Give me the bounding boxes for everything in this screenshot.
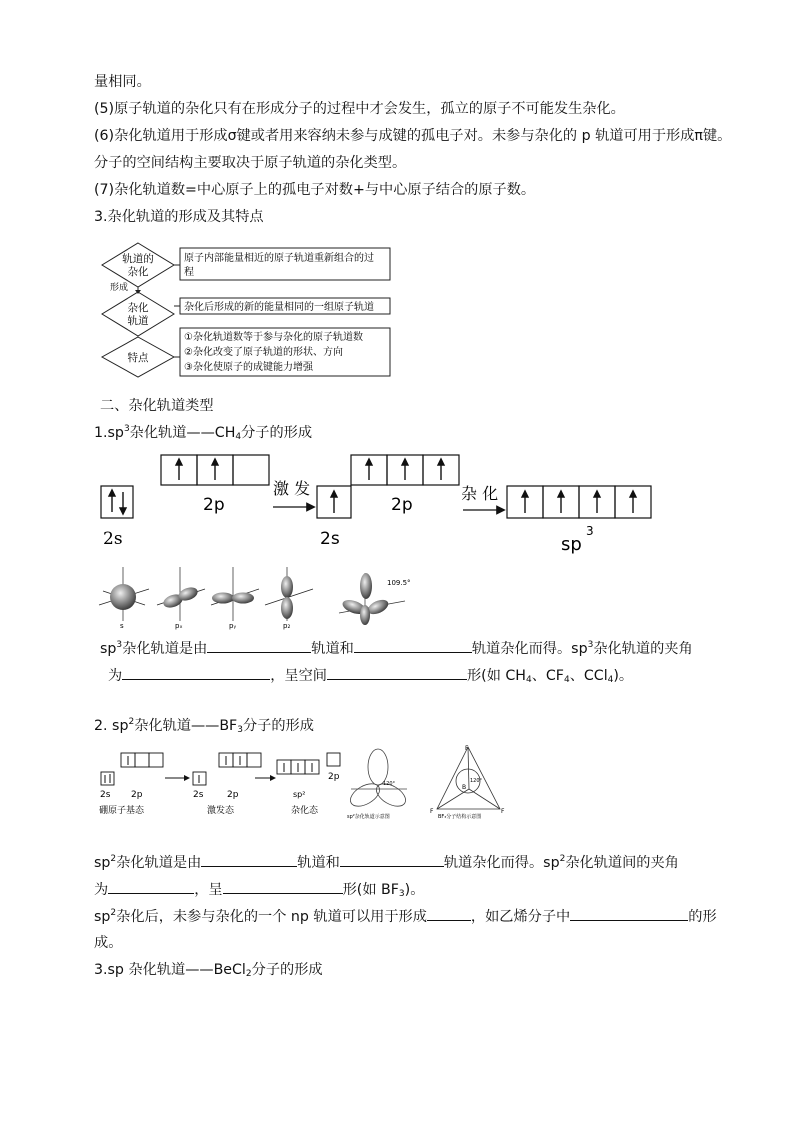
- atom-f-left: F: [430, 808, 434, 815]
- orbital-shapes-figure: [95, 565, 415, 635]
- diamond-1-line2: 杂化: [127, 266, 149, 278]
- answer-blank[interactable]: [327, 665, 467, 680]
- box-1-text-2: 程: [184, 267, 194, 278]
- sp3-question-line2: 为 ，呈空间 形(如 $CH_4$、$CF_4$、CCl$_4$)。: [108, 665, 633, 686]
- orb-label-px: pₓ: [175, 622, 183, 630]
- s-orbital: [110, 584, 136, 610]
- sp-heading: 3.sp 杂化轨道——BeCl$_2$分子的形成: [94, 962, 323, 979]
- label-2s-excited: 2s: [320, 529, 340, 549]
- label-2s: 2s: [103, 529, 123, 549]
- sp3-orbital-box-diagram: [95, 452, 665, 562]
- diamond-hybrid-orbital: [102, 292, 174, 336]
- answer-blank[interactable]: [223, 879, 343, 894]
- answer-blank[interactable]: [207, 638, 311, 653]
- sp3-question-line1: $sp^3$杂化轨道是由 轨道和 轨道杂化而得。$sp^3$杂化轨道的夹角: [100, 640, 693, 657]
- answer-blank[interactable]: [340, 852, 444, 867]
- caption-orbital: sp²杂化轨道示意图: [347, 814, 390, 820]
- label-2p: 2p: [203, 495, 225, 515]
- answer-blank[interactable]: [570, 906, 688, 921]
- box-3-item-1: ①杂化轨道数等于参与杂化的原子轨道数: [184, 332, 363, 343]
- diamond-3-label: 特点: [127, 352, 149, 364]
- text-line: 量相同。: [94, 74, 151, 90]
- orb-label-pz: p₂: [283, 622, 291, 630]
- sp2-orbital-diagram: [95, 745, 525, 825]
- orb-label-py: pᵧ: [229, 622, 237, 630]
- diamond-2-line2: 轨道: [127, 315, 149, 327]
- sp2-question-line1: $sp^2$杂化轨道是由 轨道和 轨道杂化而得。$sp^2$杂化轨道间的夹角: [94, 854, 679, 871]
- diamond-2-line1: 杂化: [127, 302, 149, 314]
- box-2-text: 杂化后形成的新的能量相同的一组原子轨道: [184, 302, 374, 313]
- section-title: 二、杂化轨道类型: [100, 398, 214, 414]
- angle-label: 109.5°: [387, 579, 411, 587]
- lab-2s-excited: 2s: [193, 790, 204, 800]
- label-sp3: sp: [561, 534, 582, 555]
- sp2-question-line3: $sp^2$杂化后，未参与杂化的一个 np 轨道可以用于形成 ，如乙烯分子中 的形: [94, 908, 717, 925]
- lab-2s: 2s: [100, 790, 111, 800]
- label-sp3-sup: 3: [586, 524, 594, 538]
- sp2-heading: 2. $sp^2$杂化轨道$——BF_3$分子的形成: [94, 717, 314, 735]
- label-excite: 激 发: [273, 479, 311, 498]
- sp2-question-line2: 为 ，呈 形(如 $BF_3$)。: [94, 879, 424, 900]
- atom-f-top: F: [465, 745, 469, 752]
- answer-blank[interactable]: [354, 638, 472, 653]
- box-3-item-2: ②杂化改变了原子轨道的形状、方向: [184, 347, 343, 358]
- answer-blank[interactable]: [201, 852, 297, 867]
- box-1-text: 原子内部能量相近的原子轨道重新组合的过: [184, 253, 374, 264]
- text-line: 成。: [94, 935, 123, 951]
- text-line: (6)杂化轨道用于形成σ键或者用来容纳未参与成键的孤电子对。未参与杂化的 p 轨道可用于形成π键。: [94, 128, 732, 144]
- text-line: (7)杂化轨道数=中心原子上的孤电子对数+与中心原子结合的原子数。: [94, 182, 536, 198]
- text-line: 分子的空间结构主要取决于原子轨道的杂化类型。: [94, 155, 407, 171]
- sp3-heading: $1.sp^3$杂化轨道$——CH_4$分子的形成: [94, 424, 313, 442]
- atom-b: B: [462, 784, 467, 791]
- section-heading: 3.杂化轨道的形成及其特点: [94, 209, 264, 225]
- label-hybrid: 杂 化: [461, 484, 499, 503]
- lab-2p-excited: 2p: [227, 790, 239, 800]
- box-3-item-3: ③杂化使原子的成键能力增强: [184, 362, 313, 373]
- answer-blank[interactable]: [427, 906, 471, 921]
- answer-blank[interactable]: [122, 665, 270, 680]
- orb-label-s: s: [120, 622, 124, 630]
- caption-structure: BF₃分子结构示意图: [438, 814, 482, 820]
- atom-f-right: F: [501, 808, 505, 815]
- text-line: (5)原子轨道的杂化只有在形成分子的过程中才会发生，孤立的原子不可能发生杂化。: [94, 101, 625, 117]
- arrow-label: 形成: [110, 283, 129, 293]
- hybridization-flow-diagram: [100, 240, 395, 380]
- lab-2p-unhybridized: 2p: [328, 772, 340, 782]
- sp2-angle: 120°: [383, 781, 396, 787]
- bf3-angle: 120°: [470, 778, 483, 784]
- label-2p-excited: 2p: [391, 495, 413, 515]
- state-ground: 硼原子基态: [99, 806, 145, 816]
- state-hybrid: 杂化态: [291, 806, 319, 816]
- diamond-hybridization: [102, 243, 174, 287]
- diamond-1-line1: 轨道的: [122, 253, 154, 265]
- lab-sp2: sp²: [293, 790, 306, 799]
- lab-2p: 2p: [131, 790, 143, 800]
- state-excited: 激发态: [207, 806, 235, 816]
- answer-blank[interactable]: [108, 879, 194, 894]
